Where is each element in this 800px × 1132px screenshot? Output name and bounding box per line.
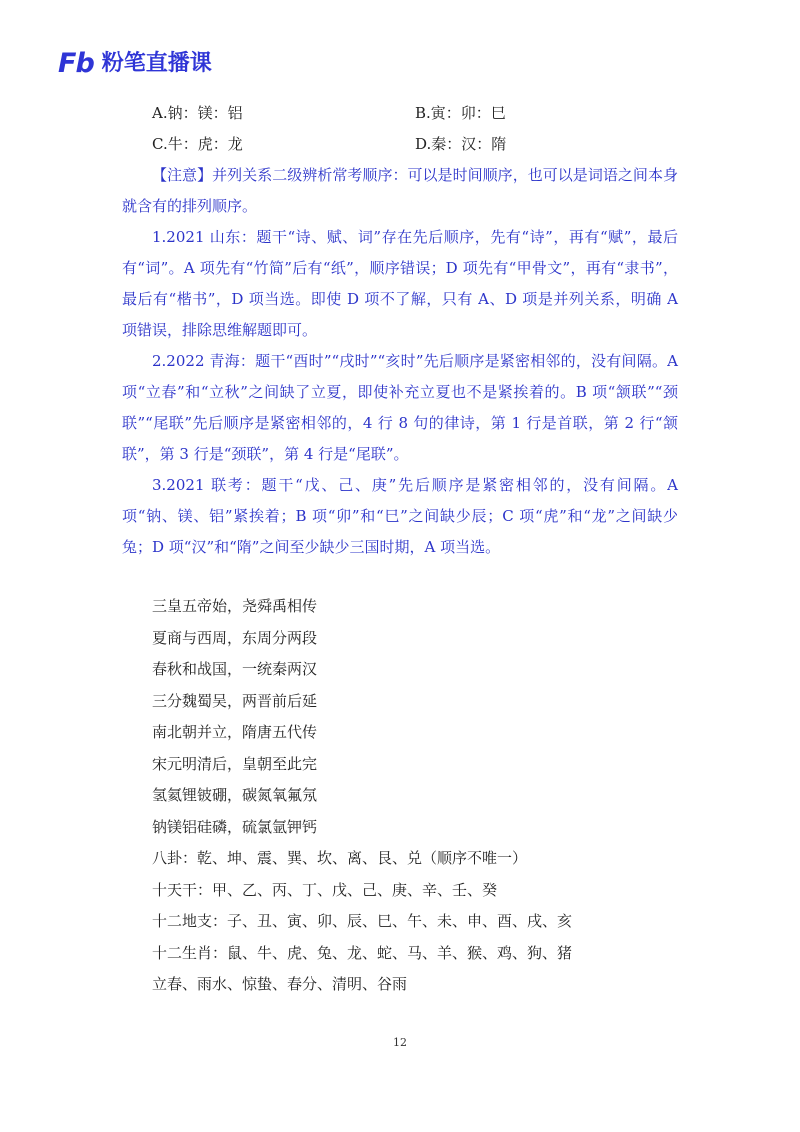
mnemonic-line: 春秋和战国，一统秦两汉 <box>152 660 318 678</box>
mnemonic-line: 夏商与西周，东周分两段 <box>152 628 318 647</box>
mnemonic-line: 十天干：甲、乙、丙、丁、戊、己、庚、辛、壬、癸 <box>152 880 498 899</box>
mnemonic-list <box>122 591 678 1001</box>
mnemonic-line: 三分魏蜀吴，两晋前后延 <box>152 691 318 710</box>
option-a: A.钠：镁：铝 <box>152 104 243 122</box>
option-b: B.寅：卯：巳 <box>415 104 506 122</box>
answer-options <box>122 98 678 160</box>
example-1: 1.2021 山东：题干“诗、赋、词”存在先后顺序，先有“诗”，再有“赋”，最后有“词”。A 项先有“竹简”后有“纸”，顺序错误；D 项先有“甲骨文”，再有“隶书”，最后有“楷书”，D 项当选。即使 D 项不了解，只有 A、D 项是并列关系，明确 A 项错误，排除思维解题即可。 <box>122 228 678 339</box>
note-tag: 【注意】 <box>152 166 213 184</box>
mnemonic-line: 氢氦锂铍硼，碳氮氧氟氖 <box>152 786 318 804</box>
option-c: C.牛：虎：龙 <box>152 135 243 153</box>
page-number: 12 <box>393 1036 407 1049</box>
brand-header <box>58 50 212 77</box>
example-3: 3.2021 联考：题干“戊、己、庚”先后顺序是紧密相邻的，没有间隔。A 项“钠、镁、铝”紧挨着；B 项“卯”和“巳”之间缺少辰；C 项“虎”和“龙”之间缺少兔；D 项“汉”和“隋”之间至少缺少三国时期，A 项当选。 <box>122 476 678 556</box>
mnemonic-line: 三皇五帝始，尧舜禹相传 <box>152 597 318 615</box>
mnemonic-line: 十二地支：子、丑、寅、卯、辰、巳、午、未、申、酉、戌、亥 <box>152 912 573 930</box>
mnemonic-line: 钠镁铝硅磷，硫氯氩钾钙 <box>152 817 318 836</box>
mnemonic-line: 南北朝并立，隋唐五代传 <box>152 723 318 741</box>
option-d: D.秦：汉：隋 <box>415 135 507 153</box>
mnemonic-line: 十二生肖：鼠、牛、虎、兔、龙、蛇、马、羊、猴、鸡、狗、猪 <box>152 943 573 962</box>
fenbi-logo-mark: Fb <box>58 48 94 79</box>
fenbi-logo-text: 粉笔直播课 <box>101 50 212 76</box>
mnemonic-line: 立春、雨水、惊蛰、春分、清明、谷雨 <box>152 975 408 993</box>
note-paragraph <box>122 160 678 222</box>
example-2: 2.2022 青海：题干“酉时”“戌时”“亥时”先后顺序是紧密相邻的，没有间隔。A 项“立春”和“立秋”之间缺了立夏，即使补充立夏也不是紧挨着的。B 项“颔联”“颈联”“尾联”先后顺序是紧密相邻的，4 行 8 句的律诗，第 1 行是首联，第 2 行“颔联”，第 3 行是“颈联”，第 4 行是“尾联”。 <box>122 352 678 463</box>
mnemonic-line: 宋元明清后，皇朝至此完 <box>152 754 318 773</box>
page-content <box>122 98 678 1001</box>
explanation <box>122 160 678 563</box>
mnemonic-line: 八卦：乾、坤、震、巽、坎、离、艮、兑（顺序不唯一） <box>152 849 528 867</box>
note-text: 并列关系二级辨析常考顺序：可以是时间顺序，也可以是词语之间本身就含有的排列顺序。 <box>122 166 678 215</box>
